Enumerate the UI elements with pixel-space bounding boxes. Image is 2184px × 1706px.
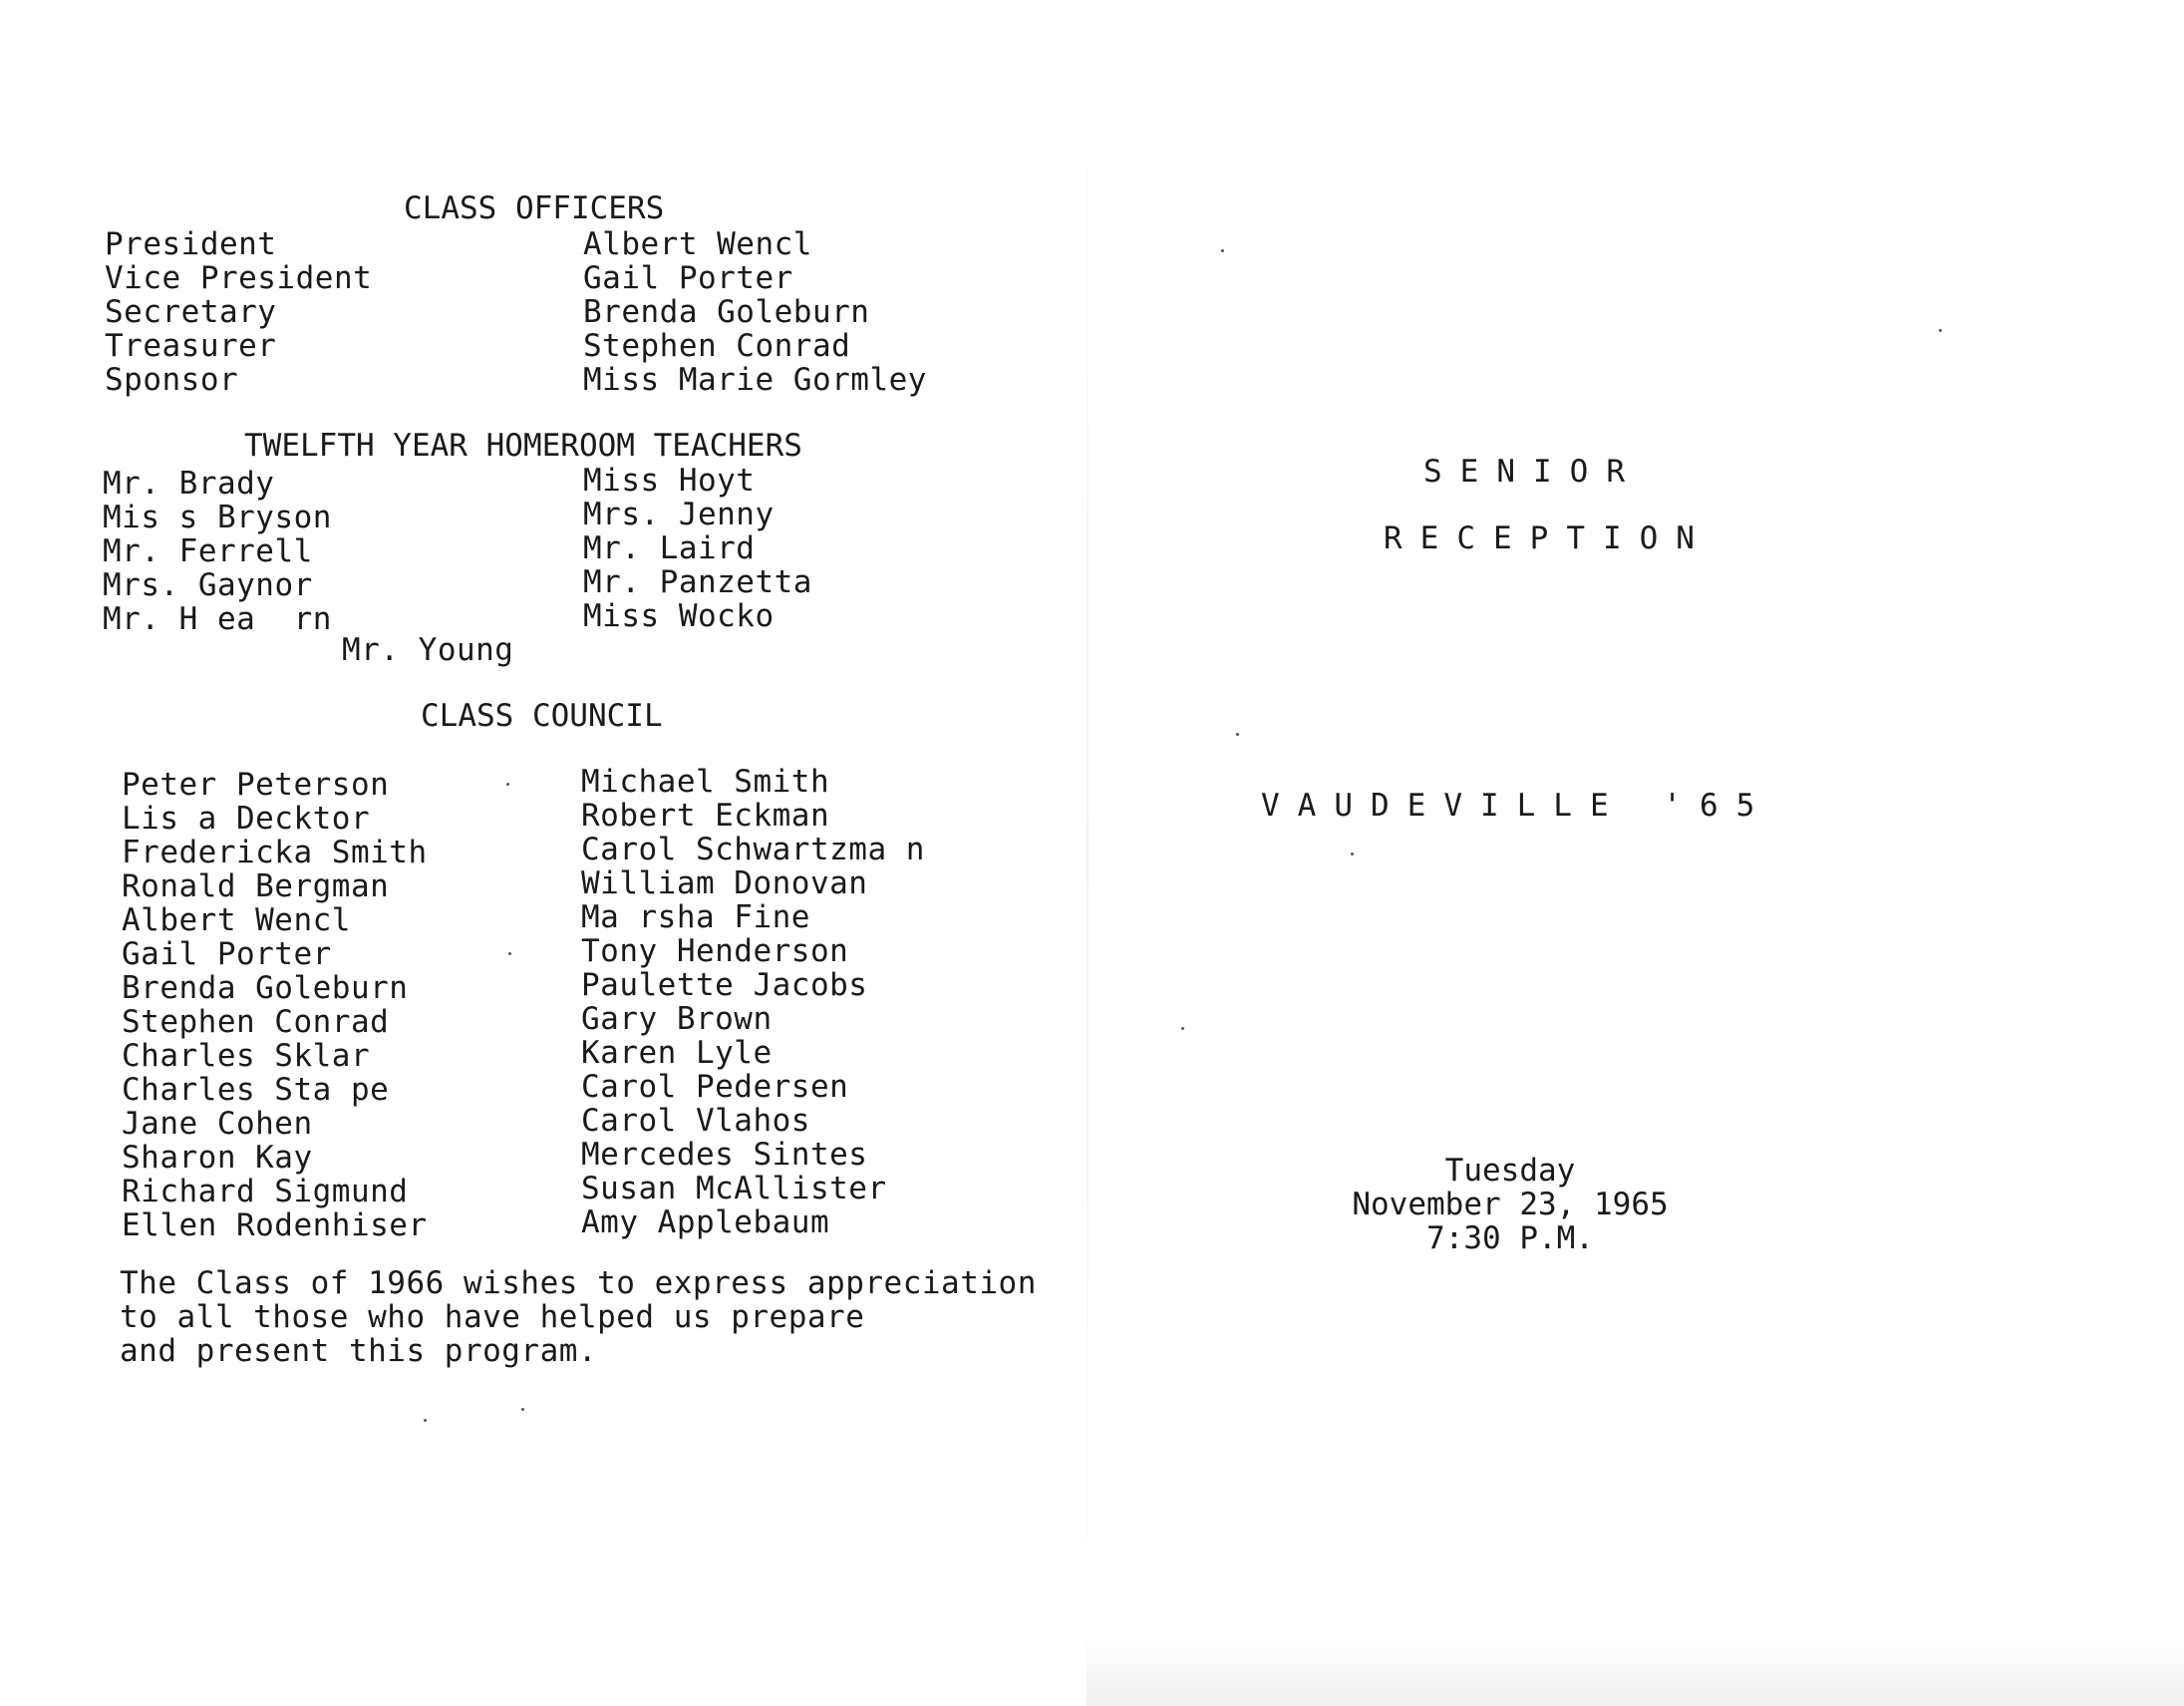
- class-council-left-list: [122, 768, 428, 1242]
- teacher-name: Mis s Bryson: [103, 500, 332, 535]
- scan-speck: [1351, 853, 1354, 855]
- council-member: Michael Smith: [581, 764, 830, 800]
- council-member: William Donovan: [581, 865, 868, 901]
- council-member: Robert Eckman: [581, 798, 830, 834]
- teacher-name: Mr. Ferrell: [103, 533, 313, 569]
- teacher-name-extra: Mr. Young: [342, 632, 514, 668]
- scan-speck: [1939, 329, 1942, 332]
- appreciation-line: to all those who have helped us prepare: [120, 1299, 865, 1335]
- cover-date-block: [1306, 1154, 1715, 1255]
- homeroom-teachers-left-list: [103, 467, 332, 636]
- council-member: Ellen Rodenhiser: [122, 1207, 428, 1243]
- officer-roles-list: [105, 227, 372, 397]
- council-member: Charles Sta pe: [122, 1072, 390, 1108]
- teacher-name: Mr. H ea rn: [103, 601, 332, 637]
- officer-names-list: [583, 227, 927, 397]
- appreciation-note: [120, 1266, 1037, 1368]
- teacher-name: Miss Wocko: [583, 598, 775, 634]
- class-council-heading: CLASS COUNCIL: [421, 698, 663, 734]
- homeroom-teachers-heading: TWELFTH YEAR HOMEROOM TEACHERS: [244, 428, 802, 464]
- council-member: Richard Sigmund: [122, 1174, 409, 1209]
- teacher-name: Mrs. Jenny: [583, 497, 775, 532]
- council-member: Gail Porter: [122, 936, 332, 972]
- homeroom-teachers-right-list: [583, 464, 812, 633]
- cover-time: 7:30 P.M.: [1426, 1220, 1594, 1256]
- officer-name: Stephen Conrad: [583, 328, 851, 364]
- council-member: Jane Cohen: [122, 1106, 313, 1142]
- cover-date: November 23, 1965: [1352, 1187, 1669, 1222]
- page-shadow: [1087, 1635, 2184, 1706]
- council-member: Stephen Conrad: [122, 1004, 390, 1040]
- council-member: Amy Applebaum: [581, 1204, 830, 1240]
- council-member: Charles Sklar: [122, 1038, 371, 1074]
- council-member: Lis a Decktor: [122, 801, 371, 837]
- officer-role: President: [105, 226, 277, 262]
- scan-speck: [1236, 733, 1239, 736]
- council-member: Brenda Goleburn: [122, 970, 409, 1006]
- page-fold: [1087, 0, 1089, 1706]
- council-member: Susan McAllister: [581, 1171, 887, 1206]
- appreciation-line: The Class of 1966 wishes to express appreciation: [120, 1265, 1037, 1301]
- council-member: Sharon Kay: [122, 1140, 313, 1176]
- council-member: Carol Pedersen: [581, 1069, 849, 1105]
- officer-role: Vice President: [105, 260, 373, 296]
- council-member: Gary Brown: [581, 1001, 773, 1037]
- council-member: Peter Peterson: [122, 767, 390, 803]
- teacher-name: Miss Hoyt: [583, 463, 756, 499]
- council-member: Carol Schwartzma n: [581, 832, 925, 867]
- council-member: Paulette Jacobs: [581, 967, 868, 1003]
- council-member: Fredericka Smith: [122, 835, 428, 870]
- officer-name: Gail Porter: [583, 260, 793, 296]
- council-member: Karen Lyle: [581, 1035, 773, 1071]
- teacher-name: Mr. Laird: [583, 530, 756, 566]
- class-council-right-list: [581, 765, 925, 1239]
- cover-day: Tuesday: [1444, 1153, 1576, 1189]
- cover-show-name: VAUDEVILLE '65: [1261, 788, 1773, 824]
- scan-speck: [508, 952, 511, 955]
- council-member: Ma rsha Fine: [581, 899, 810, 935]
- teacher-name: Mr. Panzetta: [583, 564, 812, 600]
- officer-name: Brenda Goleburn: [583, 294, 870, 330]
- scan-speck: [1181, 1027, 1184, 1030]
- scan-speck: [1221, 249, 1224, 252]
- teacher-name: Mrs. Gaynor: [103, 567, 313, 603]
- council-member: Carol Vlahos: [581, 1103, 810, 1139]
- officer-name: Miss Marie Gormley: [583, 362, 927, 398]
- council-member: Albert Wencl: [122, 902, 351, 938]
- officer-role: Sponsor: [105, 362, 239, 398]
- officer-role: Secretary: [105, 294, 277, 330]
- council-member: Ronald Bergman: [122, 868, 390, 904]
- officer-name: Albert Wencl: [583, 226, 812, 262]
- officer-role: Treasurer: [105, 328, 277, 364]
- council-member: Tony Henderson: [581, 933, 849, 969]
- class-officers-heading: CLASS OFFICERS: [404, 190, 665, 226]
- teacher-name: Mr. Brady: [103, 466, 275, 502]
- council-member: Mercedes Sintes: [581, 1137, 868, 1173]
- cover-title-senior: SENIOR: [1423, 454, 1643, 490]
- scan-speck: [424, 1419, 427, 1422]
- cover-title-reception: RECEPTION: [1384, 520, 1713, 556]
- scan-speck: [506, 783, 509, 786]
- appreciation-line: and present this program.: [120, 1333, 598, 1369]
- scan-speck: [521, 1408, 524, 1411]
